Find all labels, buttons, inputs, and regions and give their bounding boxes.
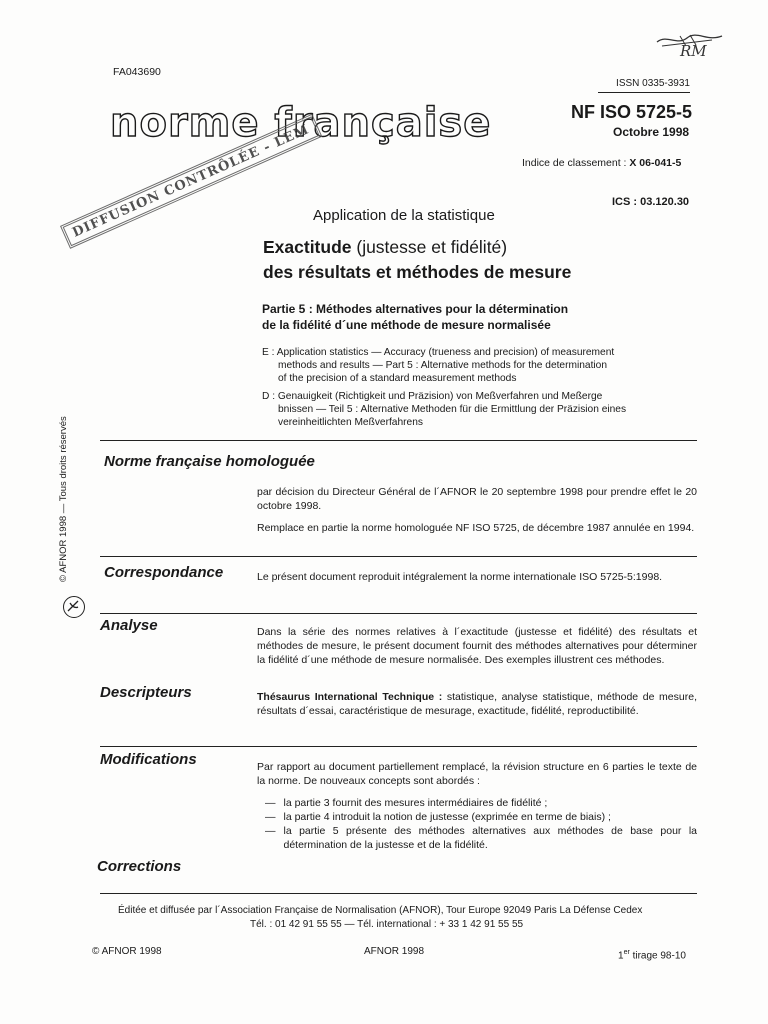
- footer-rule: [100, 893, 697, 894]
- title-bold: Exactitude: [263, 237, 352, 257]
- section-title-correspondance: Correspondance: [104, 564, 224, 581]
- german-title: [262, 390, 702, 429]
- section-rule: [100, 440, 697, 441]
- application-title: Application de la statistique: [313, 207, 495, 224]
- standard-date: Octobre 1998: [613, 125, 690, 139]
- english-title: [262, 346, 692, 385]
- section-body-modifications: [257, 760, 697, 852]
- signature-initials: RM: [680, 42, 707, 60]
- footer-tirage: [618, 949, 686, 961]
- section-rule: [100, 556, 697, 557]
- title-line2: des résultats et méthodes de mesure: [263, 262, 572, 282]
- brand-title: norme française: [110, 100, 492, 146]
- section-body-descripteurs: [257, 690, 697, 718]
- section-body-homologuee: [257, 485, 697, 543]
- issn-rule: [598, 92, 690, 93]
- german-line3: vereinheitlichten Meßverfahrens: [278, 417, 423, 428]
- modifications-intro: Par rapport au document partiellement remplacé, la révision structure en 6 parties le texte de la norme. De nouveaux concepts sont abordés :: [257, 761, 697, 787]
- list-item: [257, 796, 697, 810]
- section-title-analyse: Analyse: [100, 617, 158, 634]
- footer-copyright-left: © AFNOR 1998: [92, 946, 162, 957]
- dash-bullet: —: [265, 811, 276, 823]
- footer-copyright-center: AFNOR 1998: [364, 946, 425, 957]
- section-rule: [100, 746, 697, 747]
- section-title-modifications: Modifications: [100, 751, 197, 768]
- list-item-text: la partie 4 introduit la notion de justesse (exprimée en terme de biais) ;: [283, 811, 611, 823]
- descripteurs-label: Thésaurus International Technique :: [257, 691, 443, 703]
- document-code: FA043690: [113, 66, 161, 78]
- english-line1: E : Application statistics — Accuracy (trueness and precision) of measurement: [262, 347, 615, 358]
- list-item-text: la partie 3 fournit des mesures intermédiaires de fidélité ;: [283, 797, 548, 809]
- afnor-logo-icon: [63, 596, 85, 618]
- copyright-vertical: © AFNOR 1998 — Tous droits réservés: [58, 416, 69, 582]
- german-line2: bnissen — Teil 5 : Alternative Methoden für die Ermittlung der Präzision eines: [278, 404, 627, 415]
- list-item: [257, 824, 697, 852]
- dash-bullet: —: [265, 797, 276, 809]
- partie-title: [262, 301, 568, 333]
- partie-line2: de la fidélité d´une méthode de mesure normalisée: [262, 318, 551, 332]
- partie-line1: Partie 5 : Méthodes alternatives pour la détermination: [262, 302, 569, 316]
- footer-phone: Tél. : 01 42 91 55 55 — Tél. international : + 33 1 42 91 55 55: [250, 919, 524, 930]
- main-title: [263, 235, 571, 285]
- homologuee-p2: Remplace en partie la norme homologuée NF ISO 5725, de décembre 1987 annulée en 1994.: [257, 522, 695, 534]
- german-line1: D : Genauigkeit (Richtigkeit und Präzision) von Meßverfahren und Meßerge: [262, 391, 603, 402]
- indice-classement: [522, 157, 681, 169]
- section-body-correspondance: Le présent document reproduit intégralement la norme internationale ISO 5725-5:1998.: [257, 571, 663, 583]
- title-light: (justesse et fidélité): [351, 237, 508, 257]
- section-title-descripteurs: Descripteurs: [100, 684, 192, 701]
- tirage-number: 1: [618, 950, 624, 962]
- tirage-sup: er: [623, 949, 630, 956]
- section-title-corrections: Corrections: [97, 858, 182, 875]
- issn: ISSN 0335-3931: [616, 78, 690, 89]
- indice-label: Indice de classement :: [522, 157, 630, 169]
- standard-number: NF ISO 5725-5: [571, 102, 693, 122]
- indice-value: X 06-041-5: [629, 157, 682, 169]
- diffusion-stamp: DIFFUSION CONTRÔLÉE - LEM: [60, 114, 322, 249]
- section-body-analyse: Dans la série des normes relatives à l´exactitude (justesse et fidélité) des résultats et méthodes de mesure, le présent document fournit des méthodes alternatives pour déterminer la fidélité d´une méthode de mesure normalisée. Des exemples illustrent ces méthodes.: [257, 626, 697, 666]
- dash-bullet: —: [265, 825, 276, 837]
- descripteurs-text: statistique, analyse statistique, méthode de mesure, résultats d´essai, caractéristique de mesurage, exactitude, fidélité, reproductibilité.: [257, 691, 697, 717]
- footer-publisher: Éditée et diffusée par l´Association Française de Normalisation (AFNOR), Tour Europe 92049 Paris La Défense Cedex: [118, 905, 643, 916]
- english-line2: methods and results — Part 5 : Alternative methods for the determination: [278, 360, 607, 371]
- tirage-text: tirage 98-10: [629, 950, 686, 962]
- list-item: [257, 810, 697, 824]
- section-title-homologuee: Norme française homologuée: [104, 453, 315, 470]
- english-line3: of the precision of a standard measurement methods: [278, 373, 517, 384]
- homologuee-p1: par décision du Directeur Général de l´AFNOR le 20 septembre 1998 pour prendre effet le 20 octobre 1998.: [257, 486, 697, 512]
- list-item-text: la partie 5 présente des méthodes alternatives aux méthodes de base pour la détermination de la justesse et de la fidélité.: [283, 825, 697, 851]
- ics-code: ICS : 03.120.30: [612, 196, 690, 208]
- section-rule: [100, 613, 697, 614]
